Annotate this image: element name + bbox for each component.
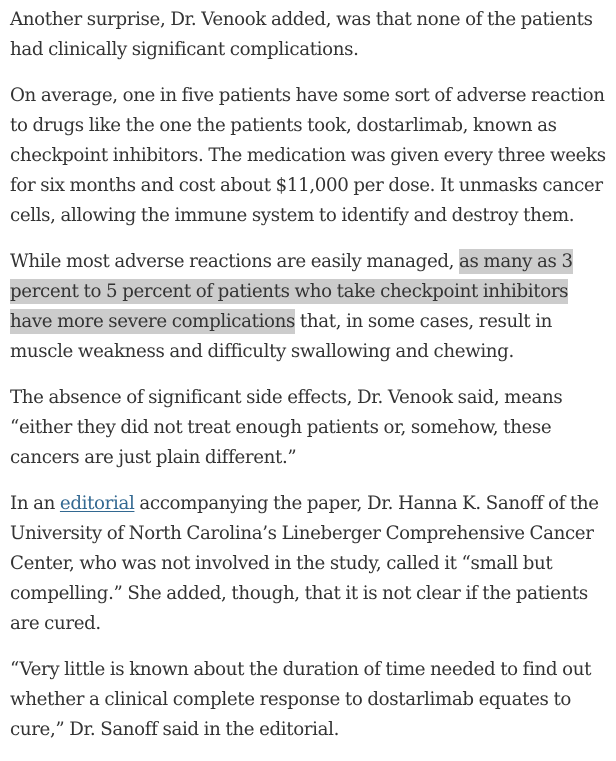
highlighted-text[interactable]: as many as 3 percent to 5 percent of patients who take checkpoint inhibitors have more severe complications (10, 251, 573, 332)
paragraph-text: While most adverse reactions are easily managed, (10, 251, 460, 272)
paragraph-complications: Another surprise, Dr. Venook added, was that none of the patients had clinically significant complications. (10, 9, 593, 60)
article-body (10, 5, 614, 761)
paragraph-text: accompanying the paper, Dr. Hanna K. Sanoff of the University of North Carolina’s Lineberger Comprehensive Cancer Center, who was not involved in the study, called it “small but compelling.” She added, though, that it is not clear if the patients are cured. (10, 493, 599, 634)
editorial-link[interactable]: editorial (59, 493, 135, 514)
paragraph-editorial (10, 489, 614, 639)
paragraph-text: that, in some cases, result in muscle weakness and difficulty swallowing and chewing. (10, 311, 553, 362)
paragraph-adverse-reactions: On average, one in five patients have some sort of adverse reaction to drugs like the one the patients took, dostarlimab, known as checkpoint inhibitors. The medication was given every three weeks for six months and cost about $11,000 per dose. It unmasks cancer cells, allowing the immune system to identify and destroy them. (10, 85, 606, 226)
paragraph-quote: “Very little is known about the duration of time needed to find out whether a clinical complete response to dostarlimab equates to cure,” Dr. Sanoff said in the editorial. (10, 659, 592, 740)
paragraph-side-effects: The absence of significant side effects, Dr. Venook said, means “either they did not treat enough patients or, somehow, these cancers are just plain different.” (10, 387, 563, 468)
paragraph-text: In an (10, 493, 60, 514)
paragraph-severe-complications (10, 247, 614, 367)
